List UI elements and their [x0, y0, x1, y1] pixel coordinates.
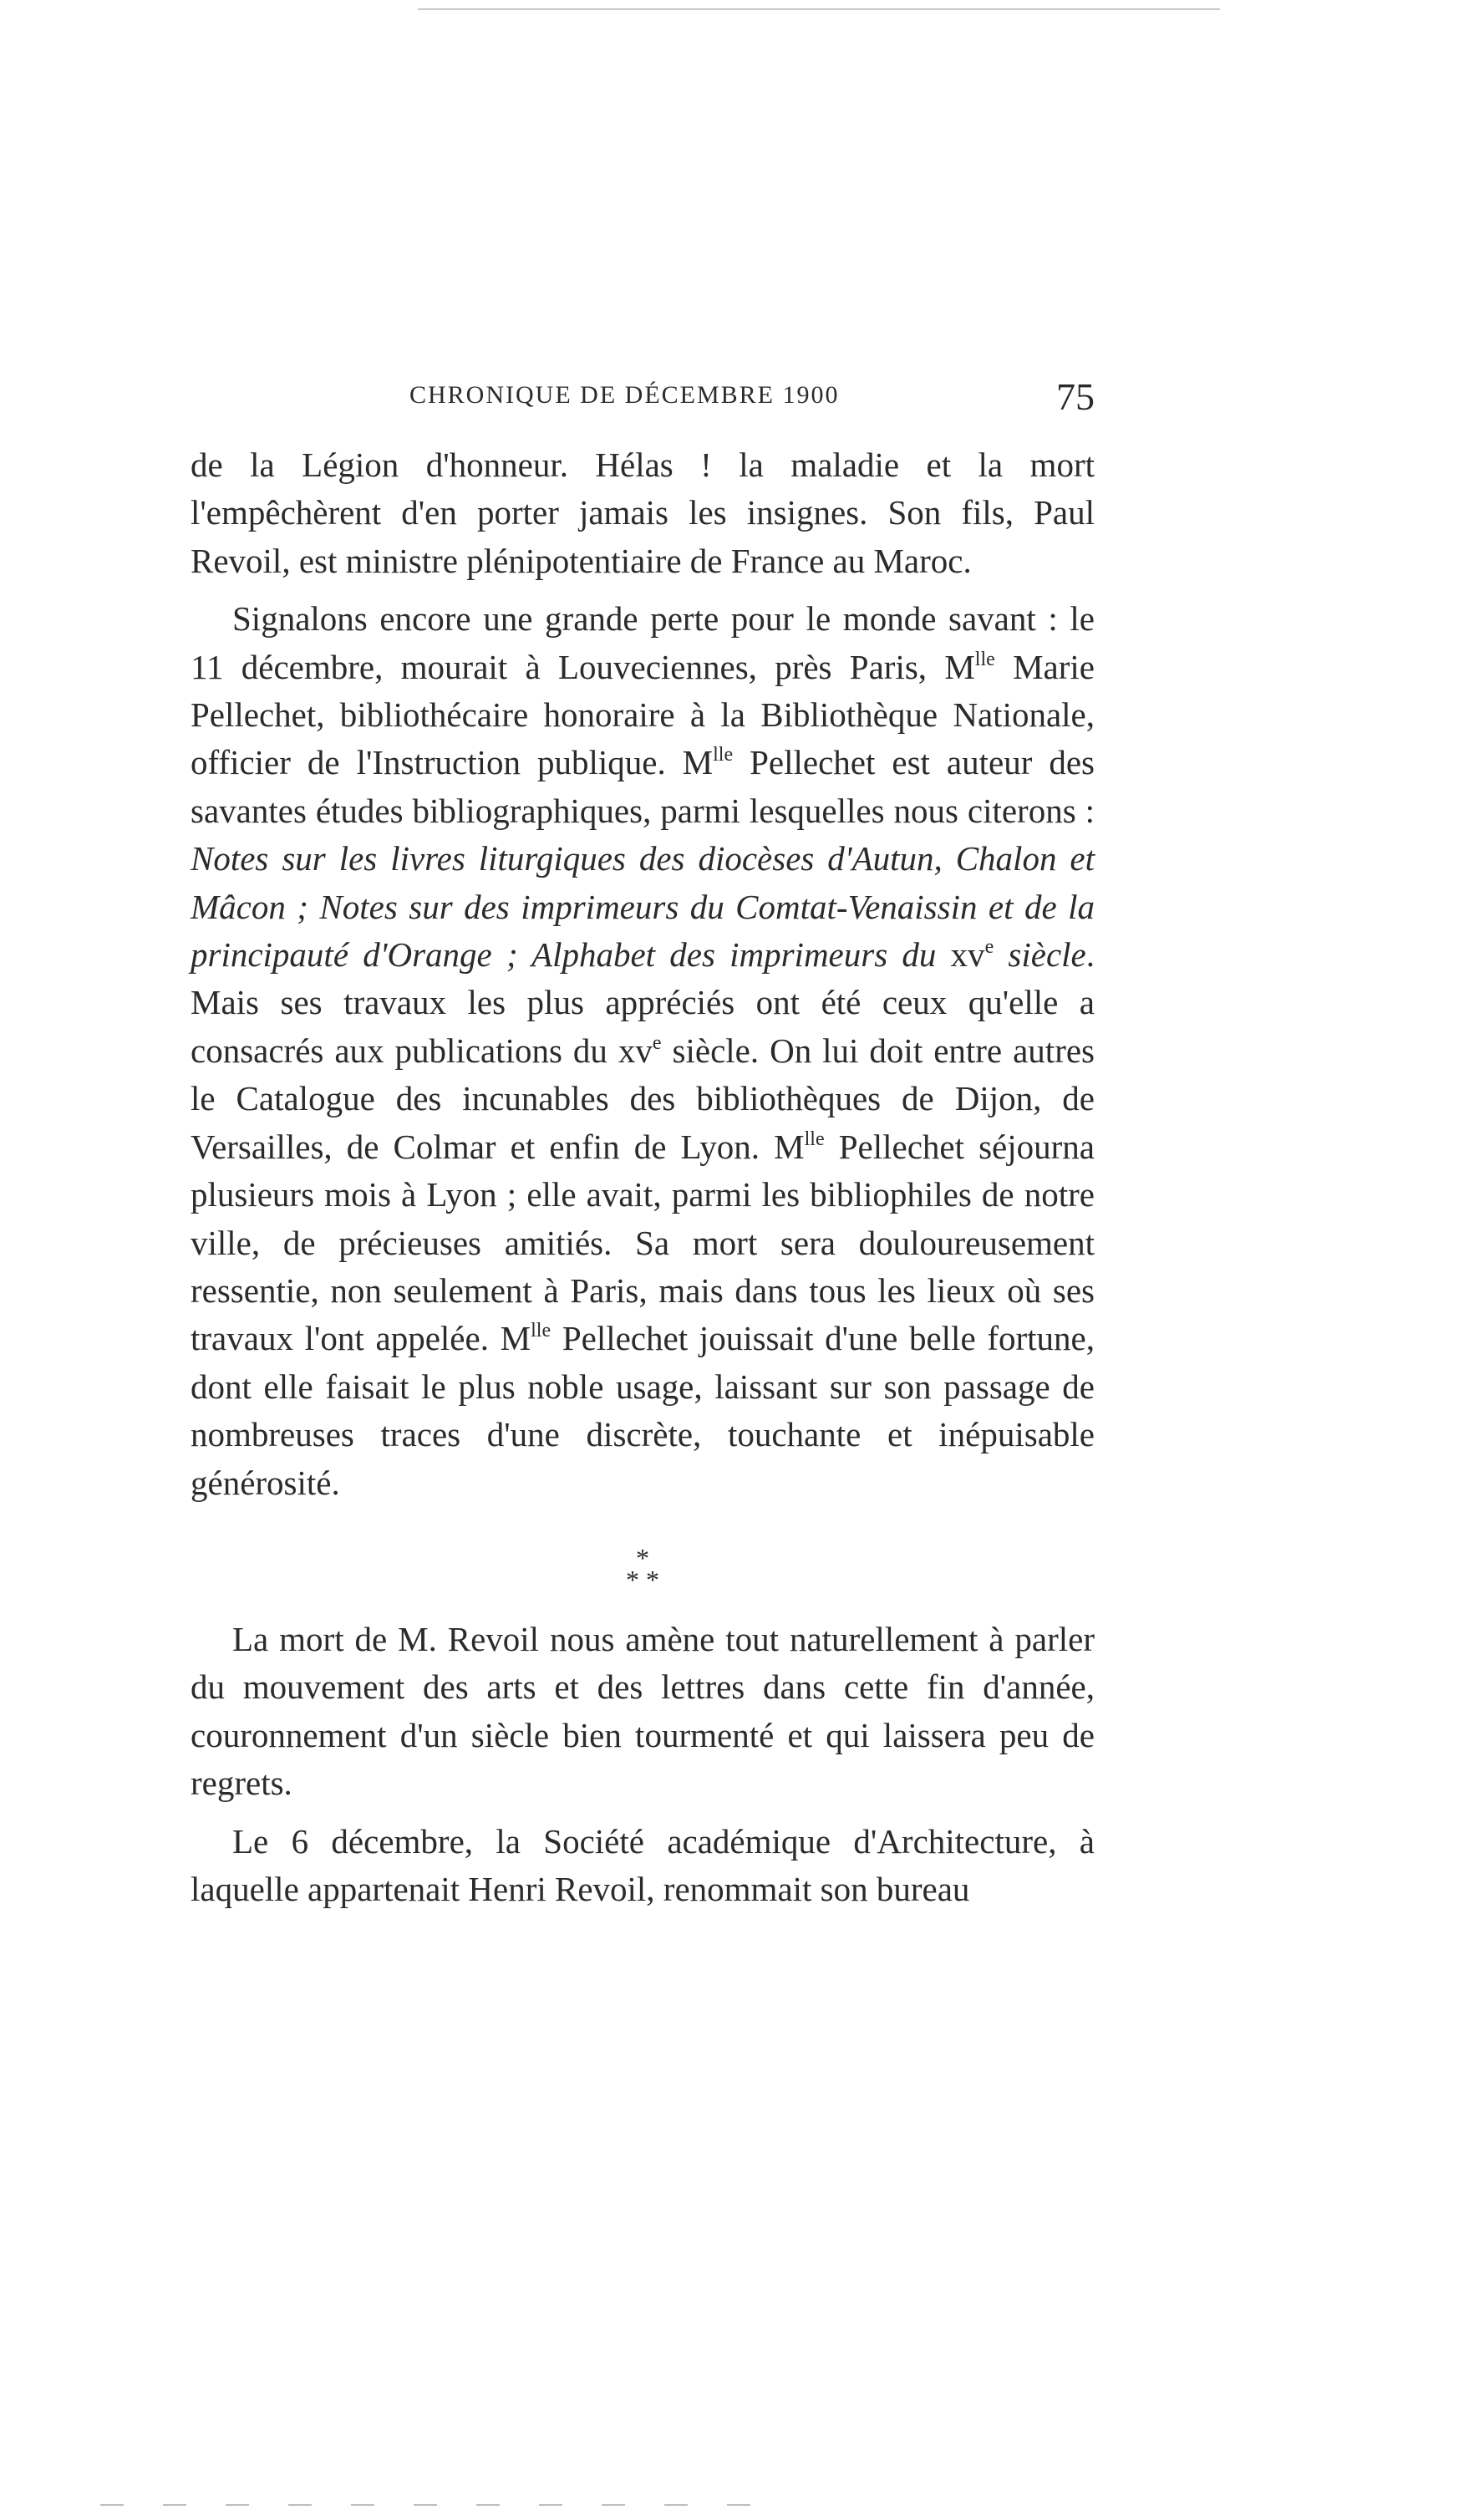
text-run: Signalons encore une grande perte pour le monde savant : le 11 décembre, mourait à Louveciennes, près Paris, M [191, 599, 1095, 686]
top-scan-edge [0, 0, 1469, 13]
text-run: Pellechet jouissait d'une belle fortune, dont elle faisait le plus noble usage, laissant sur son passage de nombreuses traces d'une discrète, touchante et inépuisable générosité. [191, 1319, 1095, 1502]
paragraph-pellechet [191, 595, 1095, 1507]
page-number: 75 [1056, 375, 1095, 418]
text-run: Pellechet est auteur des savantes études bibliographiques, parmi lesquelles nous citerons : [191, 743, 1095, 830]
text-run: siècle. On lui doit entre autres le Catalogue des incunables des bibliothèques de Dijon, de Versailles, de Colmar et enfin de Lyon. M [191, 1031, 1095, 1166]
bottom-scan-edge [0, 2501, 1469, 2511]
asterism-divider [191, 1542, 1095, 1595]
superscript: lle [974, 648, 995, 670]
superscript: lle [804, 1128, 825, 1150]
italic-text: siècle [994, 935, 1086, 975]
superscript: e [984, 936, 994, 959]
paragraph-continuation: de la Légion d'honneur. Hélas ! la maladie et la mort l'empêchèrent d'en porter jamais les insignes. Son fils, Paul Revoil, est ministre plénipotentiaire de France au Maroc. [191, 445, 1095, 580]
asterism-top: * [636, 1542, 649, 1573]
superscript: lle [713, 744, 734, 766]
running-head [191, 374, 1095, 425]
text-run: Marie Pellechet, bibliothécaire honoraire à la Bibliothèque Nationale, officier de l'Instruction publique. M [191, 647, 1095, 782]
italic-titles: Notes sur les livres liturgiques des diocèses d'Autun, Chalon et Mâcon ; Notes sur des imprimeurs du Comtat-Venaissin et de la principauté d'Orange ; Alphabet des imprimeurs du [191, 839, 1095, 975]
superscript: lle [531, 1320, 552, 1342]
text-run: xv [936, 935, 985, 975]
text-run: . Mais ses travaux les plus appréciés ont été ceux qu'elle a consacrés aux publications du xv [191, 935, 1095, 1070]
asterism-bottom: * * [626, 1564, 659, 1595]
paragraph-societe: Le 6 décembre, la Société académique d'Architecture, à laquelle appartenait Henri Revoil, renommait son bureau [191, 1821, 1095, 1908]
text-run: Pellechet séjourna plusieurs mois à Lyon ; elle avait, parmi les bibliophiles de notre ville, de précieuses amitiés. Sa mort sera douloureusement ressentie, non seulement à Paris, mais dans tous les lieux où ses travaux l'ont appelée. M [191, 1127, 1095, 1358]
running-title: CHRONIQUE DE DÉCEMBRE 1900 [409, 381, 840, 409]
body-text [191, 441, 1095, 1913]
superscript: e [652, 1031, 662, 1054]
paragraph-arts: La mort de M. Revoil nous amène tout naturellement à parler du mouvement des arts et des lettres dans cette fin d'année, couronnement d'un siècle bien tourmenté et qui laissera peu de regrets. [191, 1619, 1095, 1803]
